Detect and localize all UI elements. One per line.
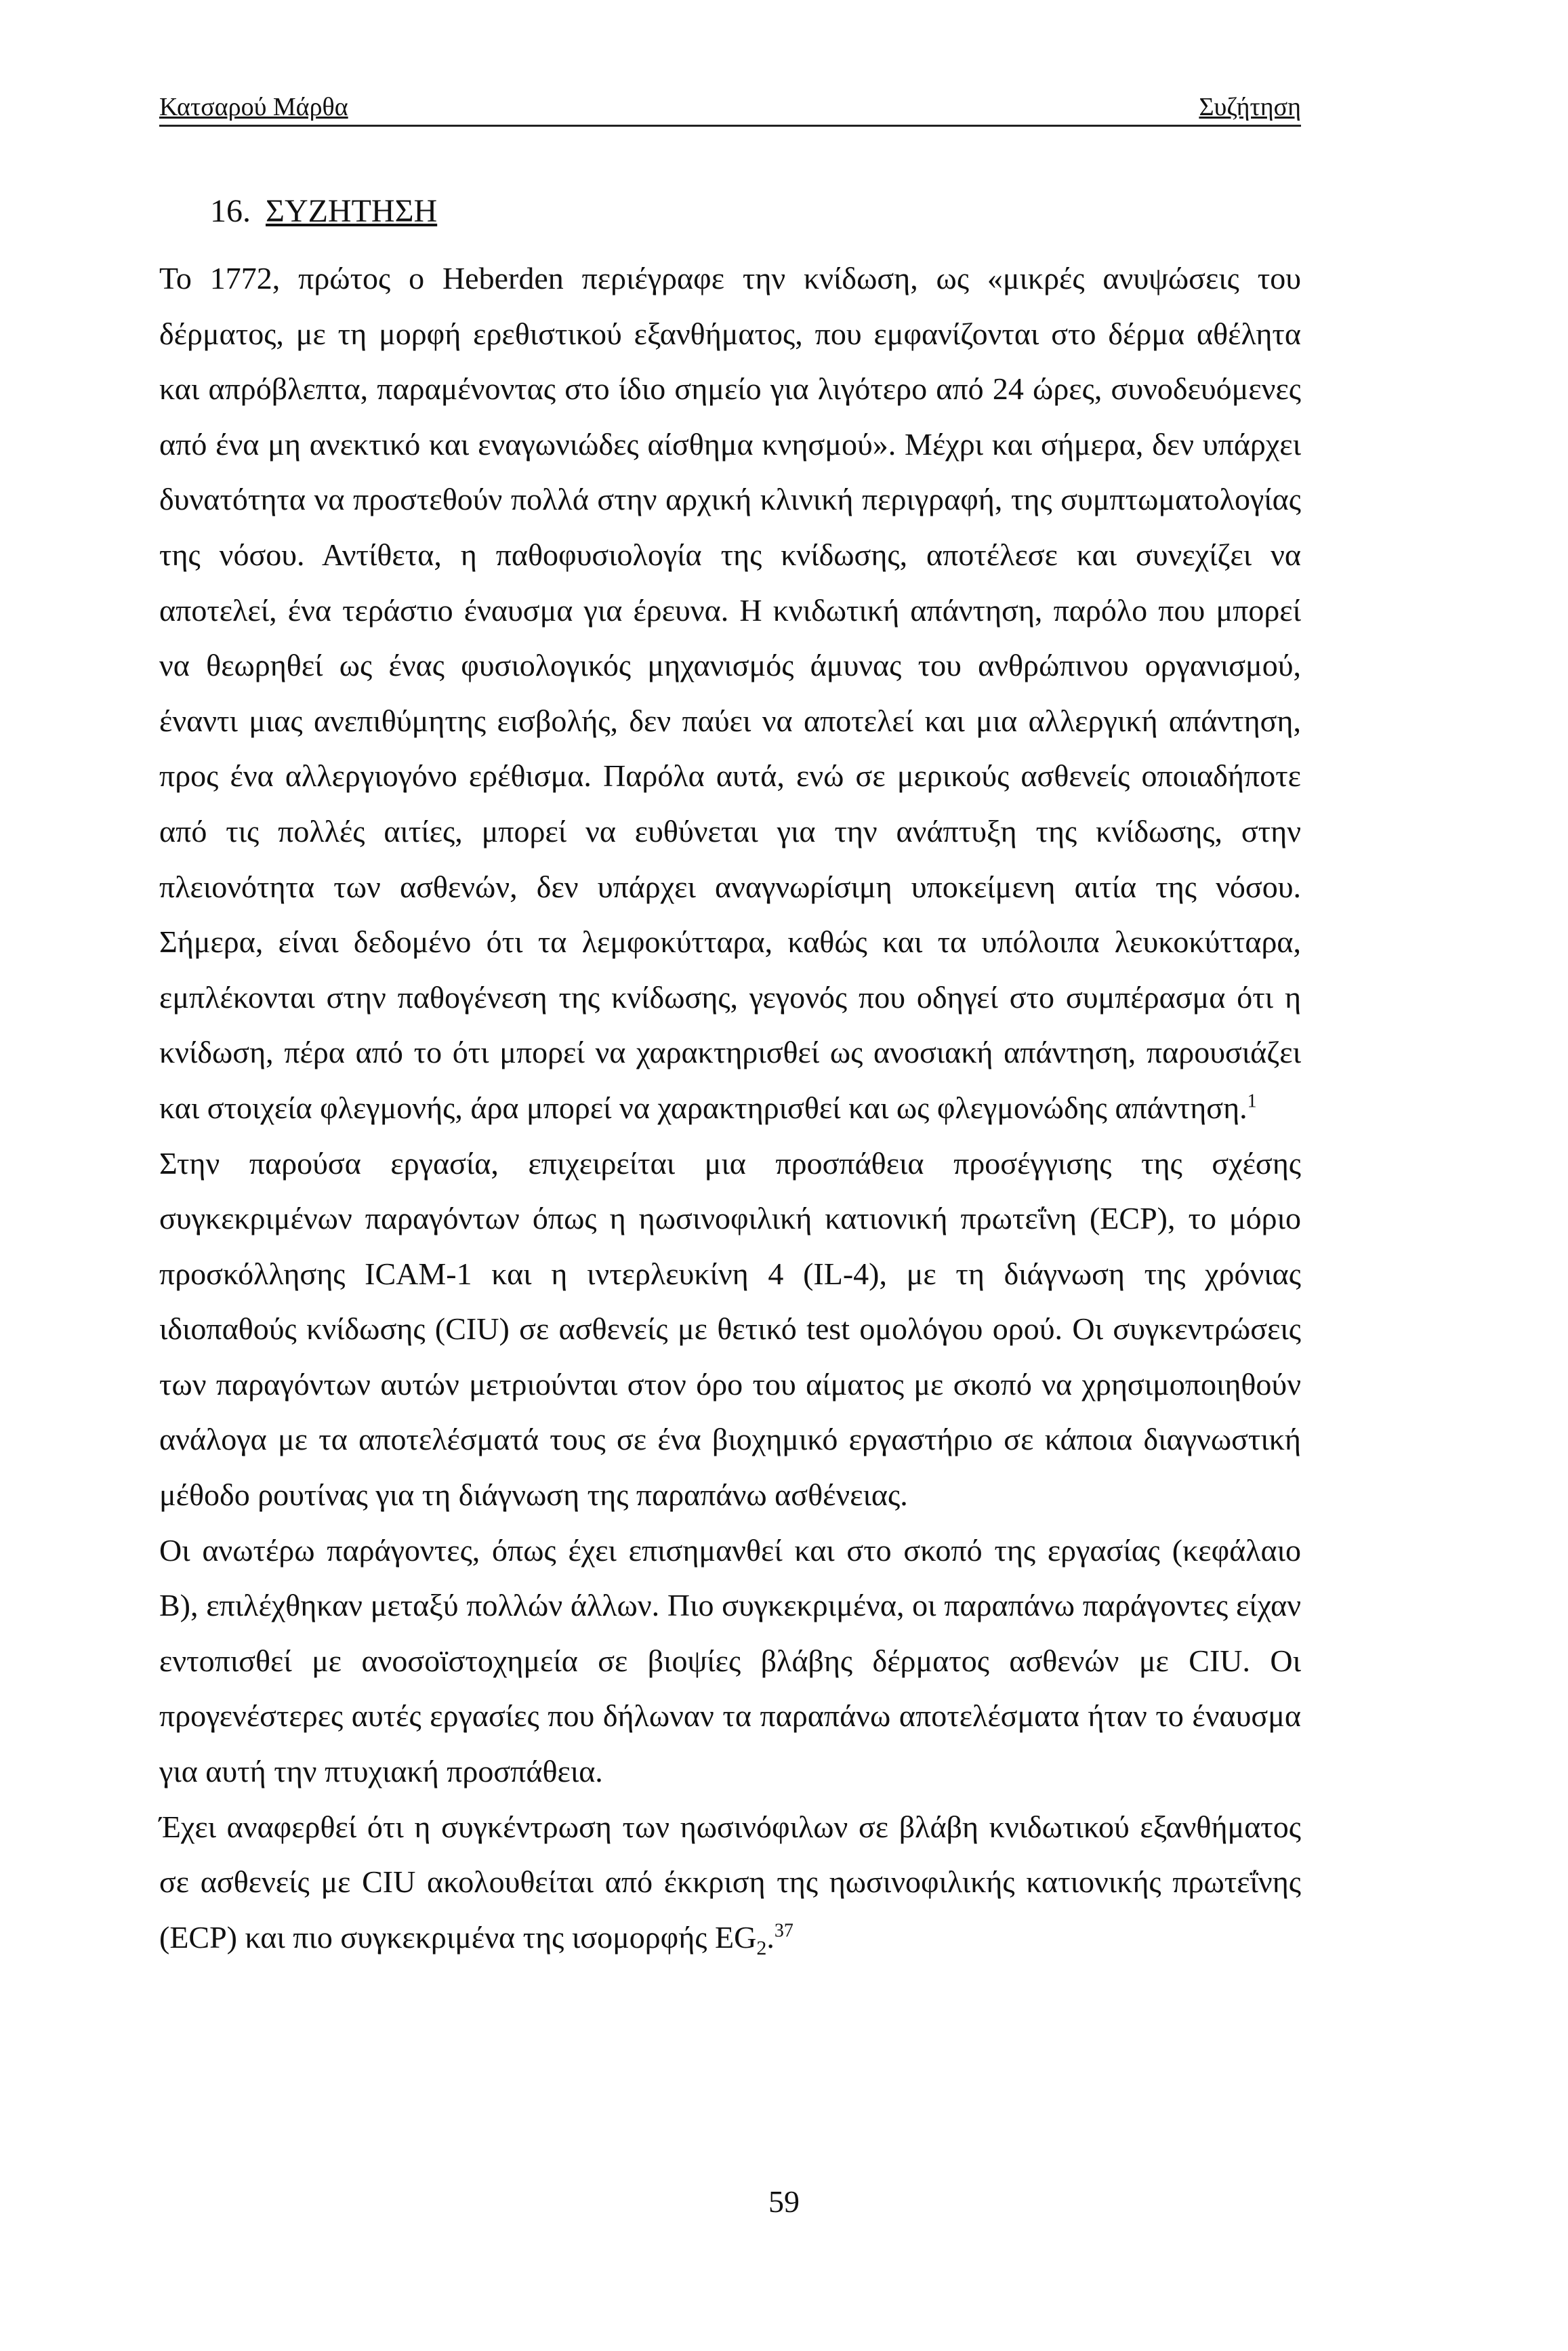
section-heading — [210, 192, 437, 230]
section-number: 16. — [210, 193, 251, 229]
running-header — [159, 89, 1301, 127]
paragraph-4-text: Έχει αναφερθεί ότι η συγκέντρωση των ηωσινόφιλων σε βλάβη κνιδωτικού εξανθήματος σε ασθενείς με CIU ακολουθείται από έκκριση της ηωσινοφιλικής κατιονικής πρωτεΐνης (ECP) και πιο συγκεκριμένα της ισομορφής EG — [159, 1809, 1301, 1955]
paragraph-3-text: Οι ανωτέρω παράγοντες, όπως έχει επισημανθεί και στο σκοπό της εργασίας (κεφάλαιο Β), επιλέχθηκαν μεταξύ πολλών άλλων. Πιο συγκεκριμένα, οι παραπάνω παράγοντες είχαν εντοπισθεί με ανοσοϊστοχημεία σε βιοψίες βλάβης δέρματος ασθενών με CIU. Οι προγενέστερες αυτές εργασίες που δήλωναν τα παραπάνω αποτελέσματα ήταν το έναυσμα για αυτή την πτυχιακή προσπάθεια. — [159, 1532, 1301, 1789]
paragraph-1 — [159, 251, 1301, 1136]
paragraph-2-text: Στην παρούσα εργασία, επιχειρείται μια προσπάθεια προσέγγισης της σχέσης συγκεκριμένων παραγόντων όπως η ηωσινοφιλική κατιονική πρωτεΐνη (ECP), το μόριο προσκόλλησης ICAM-1 και η ιντερλευκίνη 4 (IL-4), με τη διάγνωση της χρόνιας ιδιοπαθούς κνίδωσης (CIU) σε ασθενείς με θετικό test ομολόγου ορού. Οι συγκεντρώσεις των παραγόντων αυτών μετριούνται στον όρο του αίματος με σκοπό να χρησιμοποιηθούν ανάλογα με τα αποτελέσματά τους σε ένα βιοχημικό εργαστήριο σε κάποια διαγνωστική μέθοδο ρουτίνας για τη διάγνωση της παραπάνω ασθένειας. — [159, 1145, 1301, 1513]
paragraph-1-text: Το 1772, πρώτος ο Heberden περιέγραφε την κνίδωση, ως «μικρές ανυψώσεις του δέρματος, με τη μορφή ερεθιστικού εξανθήματος, που εμφανίζονται στο δέρμα αθέλητα και απρόβλεπτα, παραμένοντας στο ίδιο σημείο για λιγότερο από 24 ώρες, συνοδευόμενες από ένα μη ανεκτικό και εναγωνιώδες αίσθημα κνησμού». Μέχρι και σήμερα, δεν υπάρχει δυνατότητα να προστεθούν πολλά στην αρχική κλινική περιγραφή, της συμπτωματολογίας της νόσου. Αντίθετα, η παθοφυσιολογία της κνίδωσης, αποτέλεσε και συνεχίζει να αποτελεί, ένα τεράστιο έναυσμα για έρευνα. Η κνιδωτική απάντηση, παρόλο που μπορεί να θεωρηθεί ως ένας φυσιολογικός μηχανισμός άμυνας του ανθρώπινου οργανισμού, έναντι μιας ανεπιθύμητης εισβολής, δεν παύει να αποτελεί και μια αλλεργική απάντηση, προς ένα αλλεργιογόνο ερέθισμα. Παρόλα αυτά, ενώ σε μερικούς ασθενείς οποιαδήποτε από τις πολλές αιτίες, μπορεί να ευθύνεται για την ανάπτυξη της κνίδωσης, στην πλειονότητα των ασθενών, δεν υπάρχει αναγνωρίσιμη υποκείμενη αιτία της νόσου. Σήμερα, είναι δεδομένο ότι τα λεμφοκύτταρα, καθώς και τα υπόλοιπα λευκοκύτταρα, εμπλέκονται στην παθογένεση της κνίδωσης, γεγονός που οδηγεί στο συμπέρασμα ότι η κνίδωση, πέρα από το ότι μπορεί να χαρακτηρισθεί ως ανοσιακή απάντηση, παρουσιάζει και στοιχεία φλεγμονής, άρα μπορεί να χαρακτηρισθεί και ως φλεγμονώδης απάντηση. — [159, 261, 1301, 1125]
paragraph-4-tail: . — [766, 1919, 775, 1955]
paragraph-2 — [159, 1136, 1301, 1523]
paragraph-3 — [159, 1523, 1301, 1799]
body-text — [159, 251, 1301, 1965]
page-number: 59 — [768, 2184, 800, 2219]
section-title: ΣΥΖΗΤΗΣΗ — [266, 193, 438, 229]
paragraph-4 — [159, 1799, 1301, 1965]
footnote-ref-37: 37 — [774, 1920, 793, 1942]
footnote-ref-1: 1 — [1247, 1090, 1257, 1112]
subscript-2: 2 — [756, 1937, 767, 1959]
header-section: Συζήτηση — [1199, 93, 1301, 121]
header-author: Κατσαρού Μάρθα — [159, 93, 348, 121]
